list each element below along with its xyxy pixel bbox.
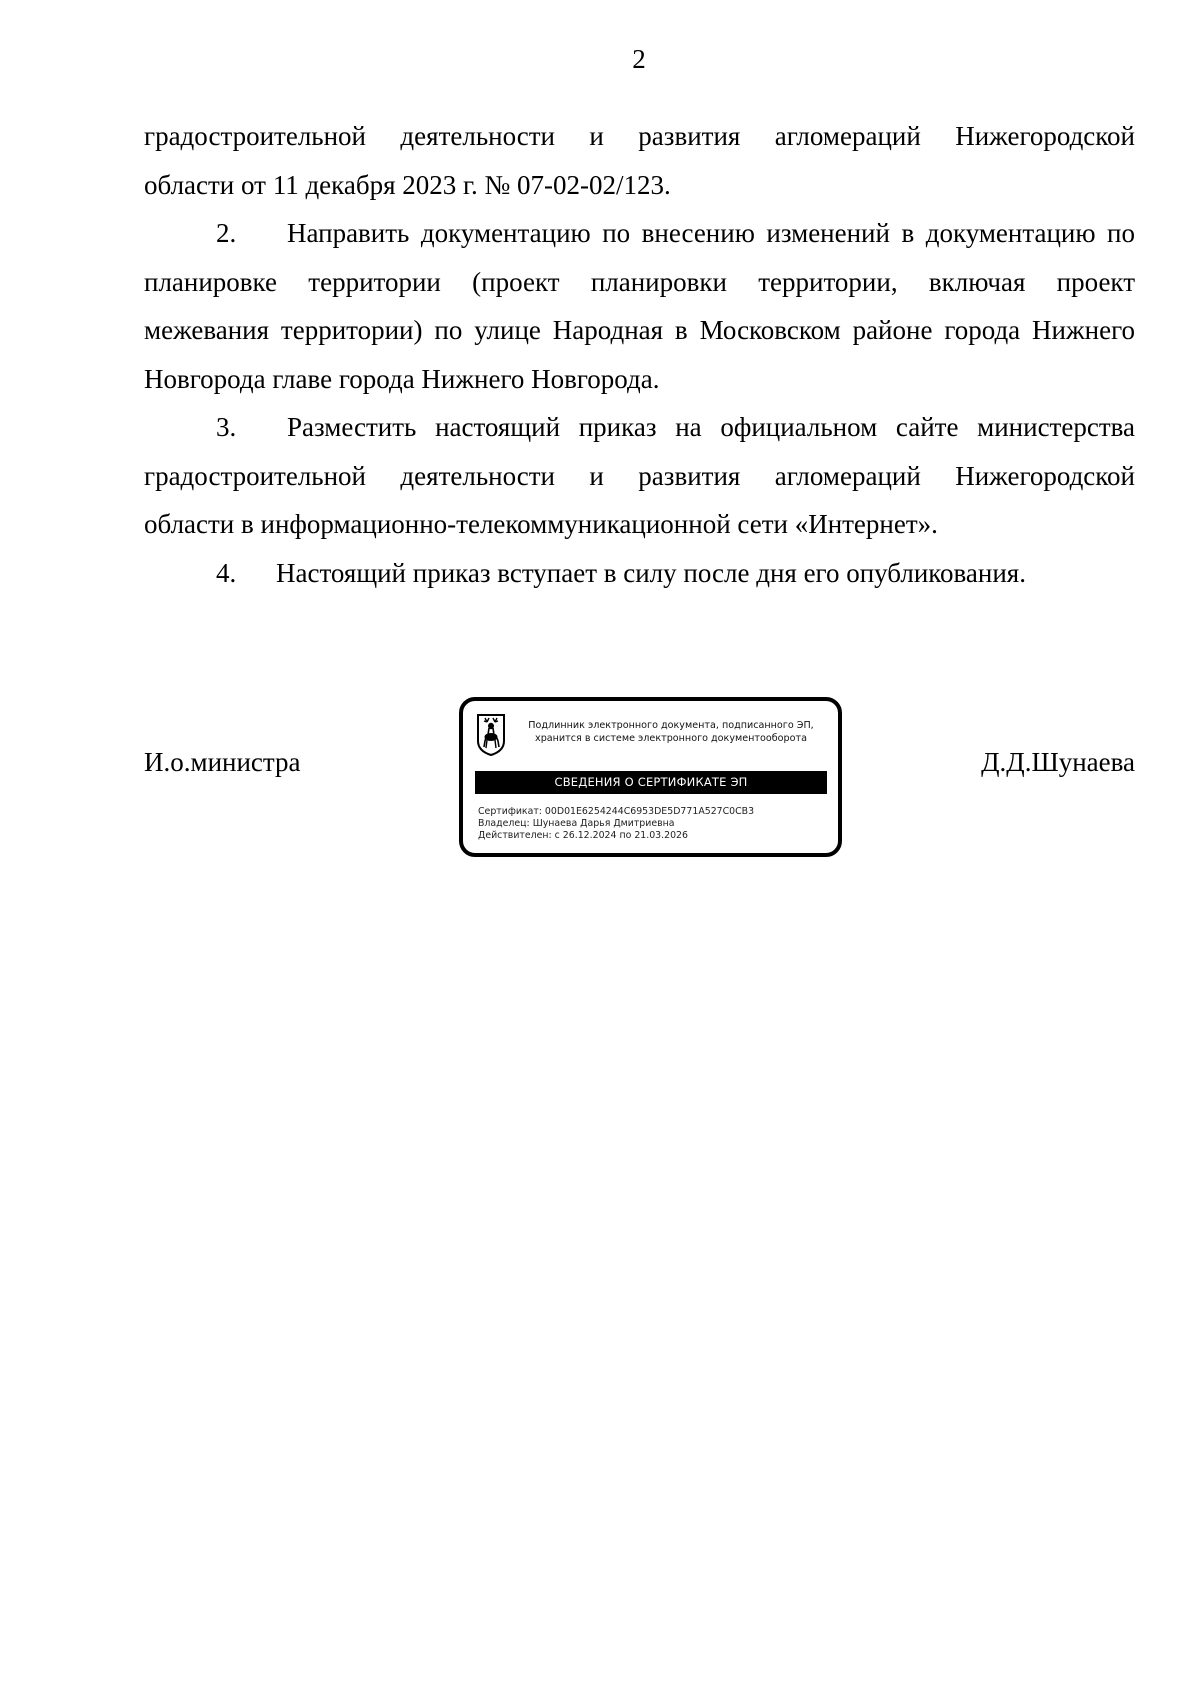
certificate-validity: Действителен: с 26.12.2024 по 21.03.2026 — [478, 830, 688, 841]
paragraph-3-number: 3. — [216, 412, 237, 442]
paragraph-2-line-2: планировке территории (проект планировки территории, включая проект — [144, 266, 1135, 297]
electronic-signature-stamp — [459, 697, 842, 857]
certificate-info-band: СВЕДЕНИЯ О СЕРТИФИКАТЕ ЭП — [475, 771, 827, 794]
paragraph-2-line-3: межевания территории) по улице Народная в Московском районе города Нижнего — [144, 315, 1135, 345]
paragraph-3-line-2: градостроительной деятельности и развития агломераций Нижегородской — [144, 460, 1135, 491]
stamp-original-line-2: хранится в системе электронного документооборота — [535, 733, 807, 744]
stamp-header — [476, 713, 831, 761]
paragraph-4-text: Настоящий приказ вступает в силу после дня его опубликования. — [276, 557, 1026, 588]
stamp-original-line-1: Подлинник электронного документа, подписанного ЭП, — [528, 720, 814, 731]
paragraph-2-first-line-text: Направить документацию по внесению изменений в документацию по — [287, 218, 1135, 248]
signatory-name: Д.Д.Шунаева — [981, 747, 1135, 777]
page-number: 2 — [632, 44, 646, 74]
paragraph-3-first-line-text: Разместить настоящий приказ на официальном сайте министерства — [287, 412, 1135, 442]
paragraph-4-number: 4. — [216, 557, 237, 588]
paragraph-3-line-1 — [144, 403, 1135, 452]
document-body — [144, 112, 1135, 597]
paragraph-2-number: 2. — [216, 218, 237, 248]
paragraph-3-line-3: области в информационно-телекоммуникационной сети «Интернет». — [144, 509, 938, 539]
certificate-number: Сертификат: 00D01E6254244C6953DE5D771A527C0CB3 — [478, 806, 755, 817]
deer-emblem-icon — [476, 713, 506, 757]
certificate-owner: Владелец: Шунаева Дарья Дмитриевна — [478, 818, 675, 829]
stamp-original-note — [512, 719, 830, 745]
signatory-position: И.о.министра — [144, 747, 301, 777]
certificate-details — [478, 806, 833, 842]
paragraph-1-line-2: области от 11 декабря 2023 г. № 07-02-02/123. — [144, 169, 671, 200]
paragraph-4-line-1 — [144, 549, 1135, 598]
paragraph-2-line-1 — [144, 209, 1135, 258]
paragraph-1-line-1: градостроительной деятельности и развития агломераций Нижегородской — [144, 121, 1135, 151]
paragraph-2-line-4: Новгорода главе города Нижнего Новгорода. — [144, 363, 660, 394]
